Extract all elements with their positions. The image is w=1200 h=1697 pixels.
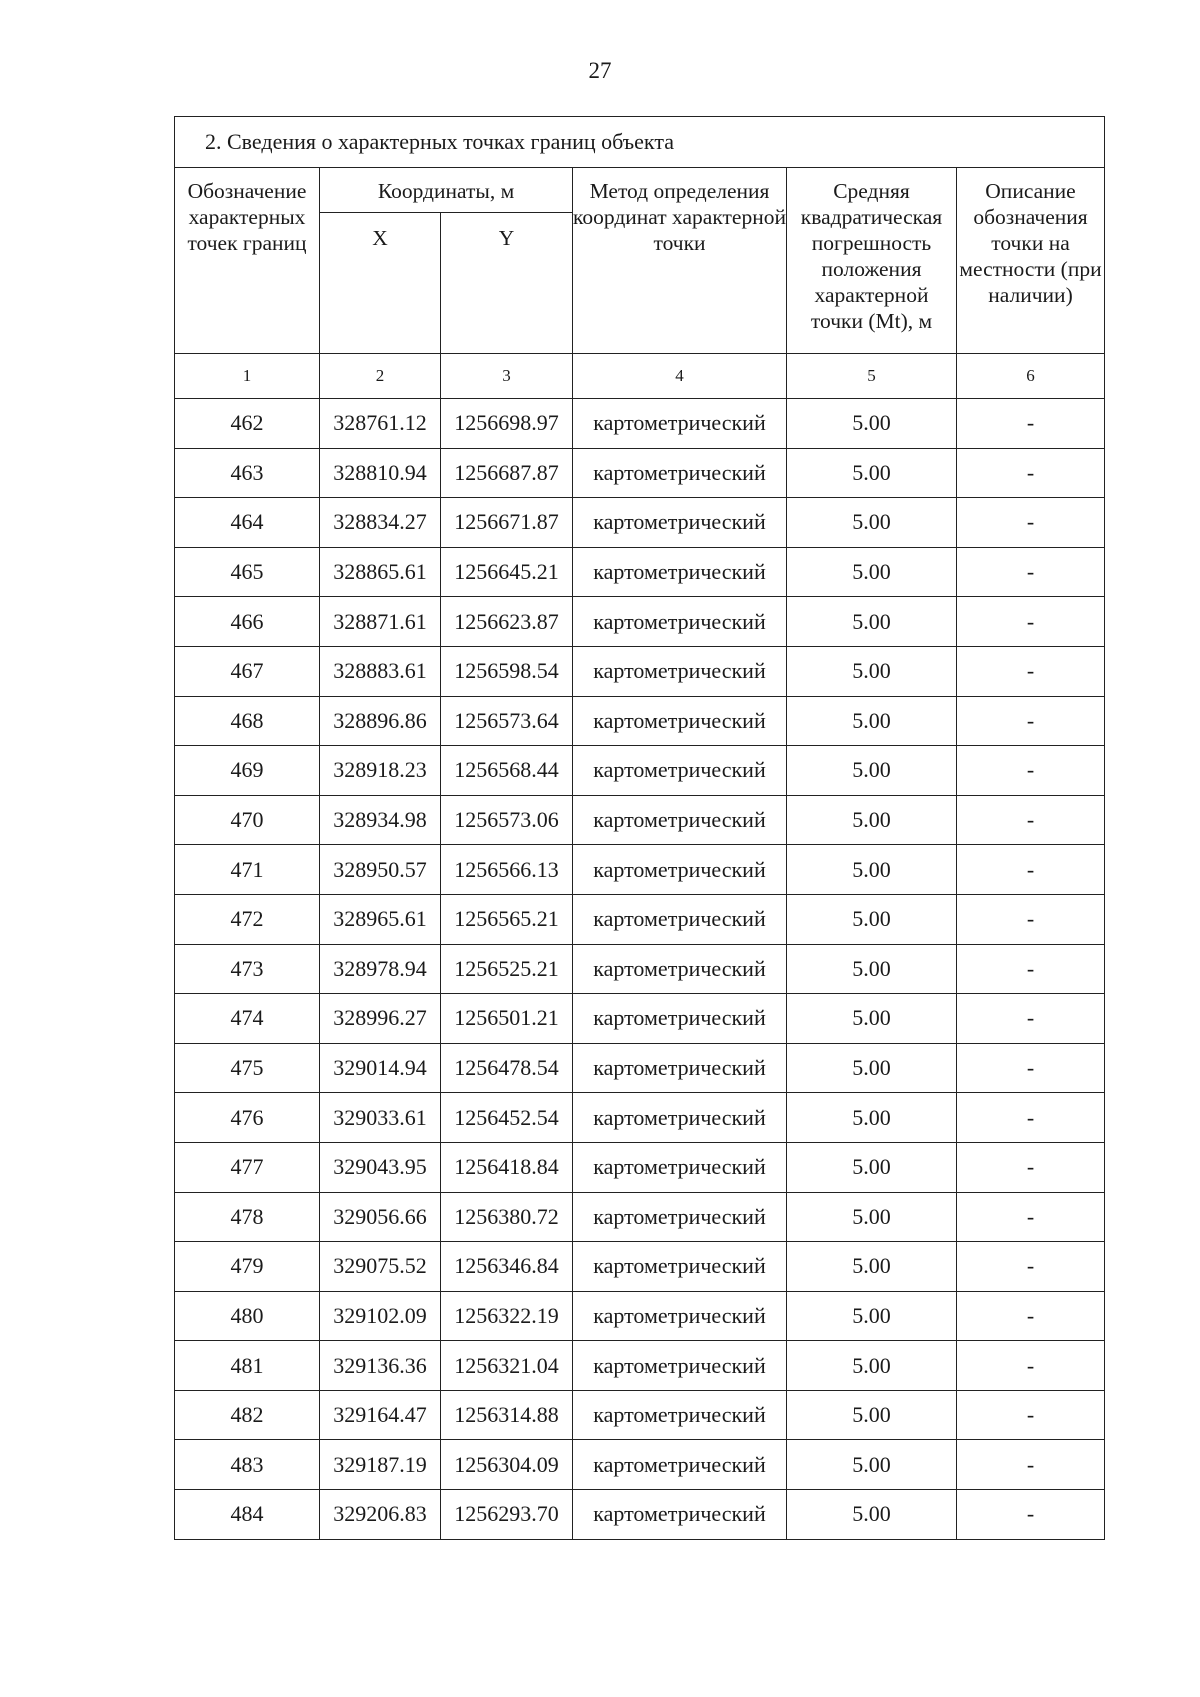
method-cell: картометрический	[573, 845, 787, 895]
method-cell: картометрический	[573, 1390, 787, 1440]
column-number: 1	[175, 354, 320, 399]
description-cell: -	[957, 1341, 1105, 1391]
header-x: X	[320, 213, 441, 354]
point-id-cell: 478	[175, 1192, 320, 1242]
table-row	[175, 746, 1105, 796]
method-cell: картометрический	[573, 498, 787, 548]
table-row	[175, 894, 1105, 944]
method-cell: картометрический	[573, 944, 787, 994]
header-coordinates: Координаты, м	[320, 168, 573, 213]
method-cell: картометрический	[573, 547, 787, 597]
error-cell: 5.00	[787, 399, 957, 449]
description-cell: -	[957, 944, 1105, 994]
error-cell: 5.00	[787, 1490, 957, 1540]
section-title: 2. Сведения о характерных точках границ объекта	[175, 117, 1105, 168]
point-id-cell: 468	[175, 696, 320, 746]
error-cell: 5.00	[787, 746, 957, 796]
y-coordinate-cell: 1256687.87	[441, 448, 573, 498]
description-cell: -	[957, 399, 1105, 449]
method-cell: картометрический	[573, 1341, 787, 1391]
point-id-cell: 470	[175, 795, 320, 845]
x-coordinate-cell: 328865.61	[320, 547, 441, 597]
description-cell: -	[957, 646, 1105, 696]
y-coordinate-cell: 1256293.70	[441, 1490, 573, 1540]
x-coordinate-cell: 328883.61	[320, 646, 441, 696]
table-row	[175, 498, 1105, 548]
error-cell: 5.00	[787, 448, 957, 498]
method-cell: картометрический	[573, 1291, 787, 1341]
page-number: 27	[588, 58, 612, 83]
method-cell: картометрический	[573, 994, 787, 1044]
table-row	[175, 646, 1105, 696]
x-coordinate-cell: 329056.66	[320, 1192, 441, 1242]
x-coordinate-cell: 329164.47	[320, 1390, 441, 1440]
y-coordinate-cell: 1256322.19	[441, 1291, 573, 1341]
method-cell: картометрический	[573, 1490, 787, 1540]
method-cell: картометрический	[573, 894, 787, 944]
description-cell: -	[957, 1242, 1105, 1292]
error-cell: 5.00	[787, 1043, 957, 1093]
header-y: Y	[441, 213, 573, 354]
description-cell: -	[957, 1291, 1105, 1341]
method-cell: картометрический	[573, 646, 787, 696]
x-coordinate-cell: 329043.95	[320, 1142, 441, 1192]
method-cell: картометрический	[573, 1043, 787, 1093]
header-description: Описание обозначения точки на местности (при наличии)	[957, 168, 1105, 354]
y-coordinate-cell: 1256645.21	[441, 547, 573, 597]
table-row	[175, 1192, 1105, 1242]
y-coordinate-cell: 1256304.09	[441, 1440, 573, 1490]
error-cell: 5.00	[787, 696, 957, 746]
y-coordinate-cell: 1256573.06	[441, 795, 573, 845]
header-method: Метод определения координат характерной точки	[573, 168, 787, 354]
point-id-cell: 471	[175, 845, 320, 895]
error-cell: 5.00	[787, 795, 957, 845]
point-id-cell: 480	[175, 1291, 320, 1341]
table-row	[175, 696, 1105, 746]
method-cell: картометрический	[573, 795, 787, 845]
table-row	[175, 1043, 1105, 1093]
method-cell: картометрический	[573, 1192, 787, 1242]
x-coordinate-cell: 328810.94	[320, 448, 441, 498]
description-cell: -	[957, 547, 1105, 597]
error-cell: 5.00	[787, 894, 957, 944]
header-designation: Обозначение характерных точек границ	[175, 168, 320, 354]
point-id-cell: 484	[175, 1490, 320, 1540]
boundary-points-table	[174, 116, 1105, 1540]
x-coordinate-cell: 328834.27	[320, 498, 441, 548]
description-cell: -	[957, 894, 1105, 944]
description-cell: -	[957, 1192, 1105, 1242]
point-id-cell: 473	[175, 944, 320, 994]
table-row	[175, 795, 1105, 845]
y-coordinate-cell: 1256418.84	[441, 1142, 573, 1192]
column-number: 4	[573, 354, 787, 399]
table-row	[175, 1341, 1105, 1391]
description-cell: -	[957, 448, 1105, 498]
column-number: 2	[320, 354, 441, 399]
description-cell: -	[957, 795, 1105, 845]
point-id-cell: 469	[175, 746, 320, 796]
x-coordinate-cell: 328950.57	[320, 845, 441, 895]
point-id-cell: 475	[175, 1043, 320, 1093]
error-cell: 5.00	[787, 498, 957, 548]
x-coordinate-cell: 329206.83	[320, 1490, 441, 1540]
column-number: 5	[787, 354, 957, 399]
y-coordinate-cell: 1256568.44	[441, 746, 573, 796]
table-row	[175, 1242, 1105, 1292]
point-id-cell: 466	[175, 597, 320, 647]
x-coordinate-cell: 329014.94	[320, 1043, 441, 1093]
y-coordinate-cell: 1256566.13	[441, 845, 573, 895]
x-coordinate-cell: 329075.52	[320, 1242, 441, 1292]
table-row	[175, 1440, 1105, 1490]
error-cell: 5.00	[787, 1242, 957, 1292]
x-coordinate-cell: 329033.61	[320, 1093, 441, 1143]
description-cell: -	[957, 1490, 1105, 1540]
table-row	[175, 547, 1105, 597]
column-numbers-row	[175, 354, 1105, 399]
error-cell: 5.00	[787, 547, 957, 597]
x-coordinate-cell: 329187.19	[320, 1440, 441, 1490]
table-row	[175, 994, 1105, 1044]
y-coordinate-cell: 1256501.21	[441, 994, 573, 1044]
table-row	[175, 1291, 1105, 1341]
error-cell: 5.00	[787, 1192, 957, 1242]
error-cell: 5.00	[787, 597, 957, 647]
error-cell: 5.00	[787, 994, 957, 1044]
point-id-cell: 472	[175, 894, 320, 944]
x-coordinate-cell: 328896.86	[320, 696, 441, 746]
table-row	[175, 1490, 1105, 1540]
point-id-cell: 479	[175, 1242, 320, 1292]
table-row	[175, 1390, 1105, 1440]
y-coordinate-cell: 1256314.88	[441, 1390, 573, 1440]
y-coordinate-cell: 1256452.54	[441, 1093, 573, 1143]
method-cell: картометрический	[573, 1242, 787, 1292]
table-row	[175, 1142, 1105, 1192]
column-number: 3	[441, 354, 573, 399]
table-row	[175, 597, 1105, 647]
error-cell: 5.00	[787, 1291, 957, 1341]
method-cell: картометрический	[573, 746, 787, 796]
description-cell: -	[957, 597, 1105, 647]
table-row	[175, 845, 1105, 895]
point-id-cell: 467	[175, 646, 320, 696]
error-cell: 5.00	[787, 1341, 957, 1391]
x-coordinate-cell: 328996.27	[320, 994, 441, 1044]
error-cell: 5.00	[787, 1390, 957, 1440]
error-cell: 5.00	[787, 944, 957, 994]
point-id-cell: 482	[175, 1390, 320, 1440]
x-coordinate-cell: 328761.12	[320, 399, 441, 449]
point-id-cell: 476	[175, 1093, 320, 1143]
point-id-cell: 462	[175, 399, 320, 449]
x-coordinate-cell: 328965.61	[320, 894, 441, 944]
column-number: 6	[957, 354, 1105, 399]
y-coordinate-cell: 1256346.84	[441, 1242, 573, 1292]
table-row	[175, 399, 1105, 449]
x-coordinate-cell: 328918.23	[320, 746, 441, 796]
y-coordinate-cell: 1256380.72	[441, 1192, 573, 1242]
y-coordinate-cell: 1256478.54	[441, 1043, 573, 1093]
error-cell: 5.00	[787, 845, 957, 895]
x-coordinate-cell: 328978.94	[320, 944, 441, 994]
x-coordinate-cell: 329102.09	[320, 1291, 441, 1341]
description-cell: -	[957, 1142, 1105, 1192]
y-coordinate-cell: 1256573.64	[441, 696, 573, 746]
point-id-cell: 474	[175, 994, 320, 1044]
table-body	[175, 399, 1105, 1540]
description-cell: -	[957, 498, 1105, 548]
method-cell: картометрический	[573, 1093, 787, 1143]
header-error: Средняя квадратическая погрешность положения характерной точки (Mt), м	[787, 168, 957, 354]
point-id-cell: 481	[175, 1341, 320, 1391]
y-coordinate-cell: 1256598.54	[441, 646, 573, 696]
y-coordinate-cell: 1256698.97	[441, 399, 573, 449]
method-cell: картометрический	[573, 448, 787, 498]
y-coordinate-cell: 1256321.04	[441, 1341, 573, 1391]
y-coordinate-cell: 1256565.21	[441, 894, 573, 944]
table-row	[175, 1093, 1105, 1143]
description-cell: -	[957, 1043, 1105, 1093]
method-cell: картометрический	[573, 1440, 787, 1490]
point-id-cell: 463	[175, 448, 320, 498]
x-coordinate-cell: 328871.61	[320, 597, 441, 647]
description-cell: -	[957, 994, 1105, 1044]
description-cell: -	[957, 845, 1105, 895]
point-id-cell: 483	[175, 1440, 320, 1490]
method-cell: картометрический	[573, 597, 787, 647]
y-coordinate-cell: 1256623.87	[441, 597, 573, 647]
y-coordinate-cell: 1256671.87	[441, 498, 573, 548]
description-cell: -	[957, 746, 1105, 796]
description-cell: -	[957, 1390, 1105, 1440]
method-cell: картометрический	[573, 399, 787, 449]
y-coordinate-cell: 1256525.21	[441, 944, 573, 994]
error-cell: 5.00	[787, 1093, 957, 1143]
description-cell: -	[957, 1440, 1105, 1490]
x-coordinate-cell: 328934.98	[320, 795, 441, 845]
method-cell: картометрический	[573, 696, 787, 746]
error-cell: 5.00	[787, 1440, 957, 1490]
error-cell: 5.00	[787, 646, 957, 696]
point-id-cell: 477	[175, 1142, 320, 1192]
point-id-cell: 465	[175, 547, 320, 597]
table-row	[175, 448, 1105, 498]
description-cell: -	[957, 696, 1105, 746]
point-id-cell: 464	[175, 498, 320, 548]
x-coordinate-cell: 329136.36	[320, 1341, 441, 1391]
table-row	[175, 944, 1105, 994]
description-cell: -	[957, 1093, 1105, 1143]
method-cell: картометрический	[573, 1142, 787, 1192]
error-cell: 5.00	[787, 1142, 957, 1192]
